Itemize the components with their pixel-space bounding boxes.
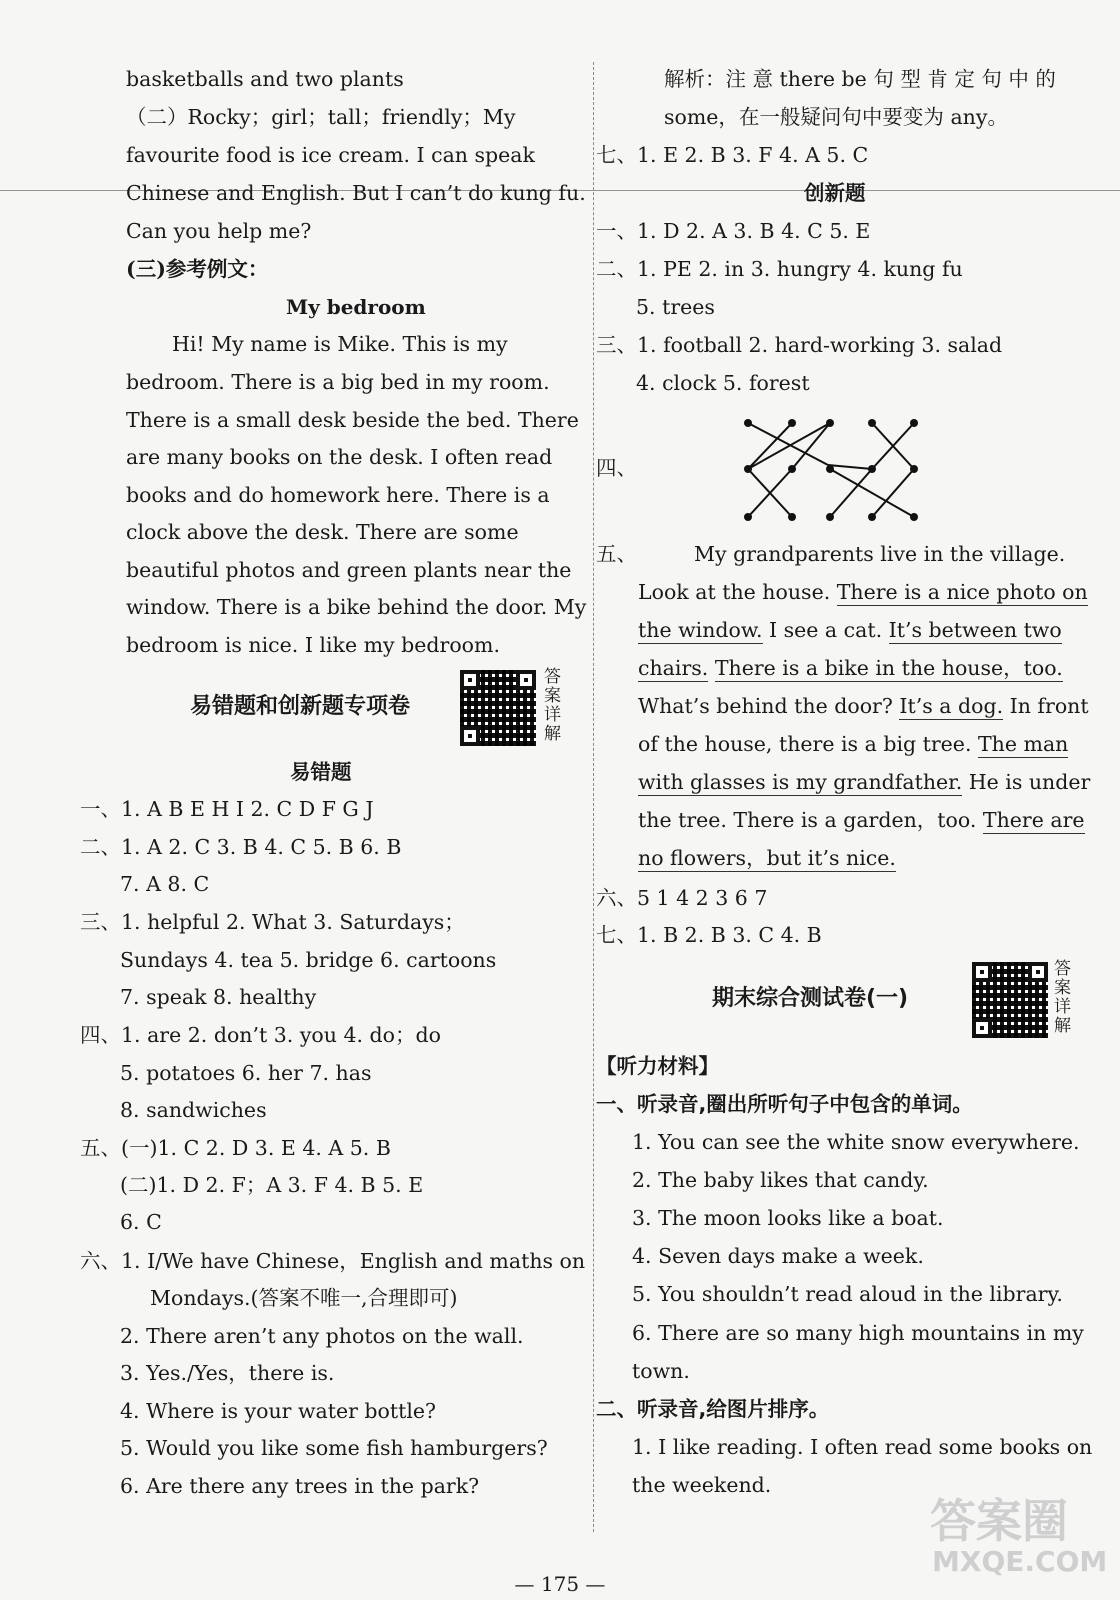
answer-line: 一、1. D 2. A 3. B 4. C 5. E — [596, 219, 871, 243]
answer-label: 四、 — [596, 456, 637, 480]
answer-line: 六、1. I/We have Chinese，English and maths on — [80, 1249, 586, 1273]
answer-line: 二、1. A 2. C 3. B 4. C 5. B 6. B — [80, 835, 402, 859]
column-divider — [593, 62, 594, 1532]
answer-line: 7. speak 8. healthy — [120, 985, 317, 1009]
essay-line: bedroom is nice. I like my bedroom. — [126, 633, 500, 657]
list-item: 1. I like reading. I often read some books on — [632, 1435, 1093, 1459]
answer-line: (二)1. D 2. F；A 3. F 4. B 5. E — [120, 1173, 424, 1197]
answer-line: 7. A 8. C — [120, 872, 210, 896]
essay-line: books and do homework here. There is a — [126, 483, 550, 507]
answer-line: 二、1. PE 2. in 3. hungry 4. kung fu — [596, 257, 963, 281]
qr-label: 答案详解 — [1054, 959, 1071, 1036]
answer-line: 三、1. helpful 2. What 3. Saturdays； — [80, 910, 465, 934]
qr-label: 答案详解 — [544, 667, 561, 744]
list-item: 3. The moon looks like a boat. — [632, 1206, 944, 1230]
underlined-answer: There is a nice photo on — [836, 580, 1088, 604]
passage-line — [638, 655, 1063, 681]
underlined-answer: no flowers，but it’s nice. — [638, 846, 896, 870]
part2-line: Can you help me? — [126, 219, 312, 243]
list-item: town. — [632, 1359, 690, 1383]
qr-code-icon[interactable] — [972, 962, 1048, 1038]
listening-title: 二、听录音,给图片排序。 — [596, 1397, 830, 1421]
part3-label: (三)参考例文： — [126, 257, 269, 281]
watermark-logo: 答案圈 — [930, 1494, 1068, 1548]
watermark-url: MXQE.COM — [932, 1545, 1108, 1578]
essay-line: There is a small desk beside the bed. There — [126, 408, 579, 432]
answer-line: 6. Are there any trees in the park? — [120, 1474, 480, 1498]
passage-text: I see a cat. — [762, 618, 889, 642]
passage-line — [694, 541, 1065, 567]
answer-line: 3. Yes./Yes，there is. — [120, 1361, 335, 1385]
list-item: 4. Seven days make a week. — [632, 1244, 924, 1268]
list-item: 2. The baby likes that candy. — [632, 1168, 929, 1192]
answer-line: 六、5 1 4 2 3 6 7 — [596, 886, 768, 910]
answer-line: 8. sandwiches — [120, 1098, 267, 1122]
section-title: 期末综合测试卷(一) — [712, 986, 909, 1011]
answer-line: 6. C — [120, 1210, 162, 1234]
underlined-answer: There are — [982, 808, 1085, 832]
page-number: — 175 — — [514, 1572, 606, 1596]
note-line: 解析：注 意 there be 句 型 肯 定 句 中 的 — [664, 67, 1056, 91]
passage-line — [638, 579, 1088, 605]
underlined-answer: It’s a dog. — [899, 694, 1004, 718]
passage-text: He is under — [962, 770, 1091, 794]
passage-text: the tree. There is a garden，too. — [638, 808, 983, 832]
sub-title: 易错题 — [290, 760, 352, 784]
essay-line: window. There is a bike behind the door. My — [126, 595, 587, 619]
intro-line: basketballs and two plants — [126, 67, 404, 91]
qr-code-icon[interactable] — [460, 670, 536, 746]
passage-text: What’s behind the door? — [638, 694, 900, 718]
essay-line: are many books on the desk. I often read — [126, 445, 553, 469]
list-item: 6. There are so many high mountains in my — [632, 1321, 1084, 1345]
underlined-answer: The man — [977, 732, 1069, 756]
list-item: the weekend. — [632, 1473, 772, 1497]
underlined-answer: with glasses is my grandfather. — [638, 770, 963, 794]
answer-line: 4. clock 5. forest — [636, 371, 810, 395]
passage-line — [638, 693, 1089, 719]
answer-line: 5. potatoes 6. her 7. has — [120, 1061, 372, 1085]
answer-line: 4. Where is your water bottle? — [120, 1399, 437, 1423]
underlined-answer: There is a bike in the house，too. — [714, 656, 1063, 680]
answer-line: 七、1. B 2. B 3. C 4. B — [596, 923, 822, 947]
matching-diagram — [736, 415, 936, 535]
sub-title: 创新题 — [804, 181, 866, 205]
part2-line: （二）Rocky；girl；tall；friendly；My — [126, 105, 516, 129]
underlined-answer: chairs. — [638, 656, 709, 680]
essay-title: My bedroom — [286, 295, 426, 319]
listening-label: 【听力材料】 — [596, 1054, 719, 1078]
list-item: 5. You shouldn’t read aloud in the library. — [632, 1282, 1063, 1306]
passage-line — [638, 845, 896, 871]
underlined-answer: the window. — [638, 618, 763, 642]
passage-text — [708, 656, 715, 680]
underlined-answer: It’s between two — [888, 618, 1062, 642]
answer-line: 五、(一)1. C 2. D 3. E 4. A 5. B — [80, 1136, 391, 1160]
passage-line — [638, 807, 1085, 833]
answer-line: 5. Would you like some fish hamburgers? — [120, 1436, 548, 1460]
essay-line: beautiful photos and green plants near the — [126, 558, 572, 582]
passage-text: of the house, there is a big tree. — [638, 732, 978, 756]
answer-line: 三、1. football 2. hard-working 3. salad — [596, 333, 1003, 357]
passage-text: Look at the house. — [638, 580, 837, 604]
passage-line — [638, 769, 1090, 795]
part2-line: Chinese and English. But I can’t do kung fu. — [126, 181, 586, 205]
answer-label: 五、 — [596, 542, 637, 566]
listening-title: 一、听录音,圈出所听句子中包含的单词。 — [596, 1092, 973, 1116]
answer-line: 2. There aren’t any photos on the wall. — [120, 1324, 524, 1348]
section-title: 易错题和创新题专项卷 — [190, 694, 411, 719]
answer-line: Sundays 4. tea 5. bridge 6. cartoons — [120, 948, 497, 972]
answer-line: 七、1. E 2. B 3. F 4. A 5. C — [596, 143, 869, 167]
answer-line: 四、1. are 2. don’t 3. you 4. do；do — [80, 1023, 441, 1047]
essay-line: bedroom. There is a big bed in my room. — [126, 370, 550, 394]
essay-line: Hi! My name is Mike. This is my — [172, 332, 508, 356]
passage-line — [638, 617, 1062, 643]
answer-line: 5. trees — [636, 295, 715, 319]
passage-text: In front — [1003, 694, 1089, 718]
passage-line — [638, 731, 1068, 757]
answer-line: 一、1. A B E H I 2. C D F G J — [80, 797, 374, 821]
passage-text: My grandparents live in the village. — [694, 542, 1066, 566]
essay-line: clock above the desk. There are some — [126, 520, 519, 544]
list-item: 1. You can see the white snow everywhere. — [632, 1130, 1080, 1154]
note-line: some，在一般疑问句中要变为 any。 — [664, 105, 1008, 129]
answer-line: Mondays.(答案不唯一,合理即可) — [150, 1286, 458, 1310]
part2-line: favourite food is ice cream. I can speak — [126, 143, 535, 167]
